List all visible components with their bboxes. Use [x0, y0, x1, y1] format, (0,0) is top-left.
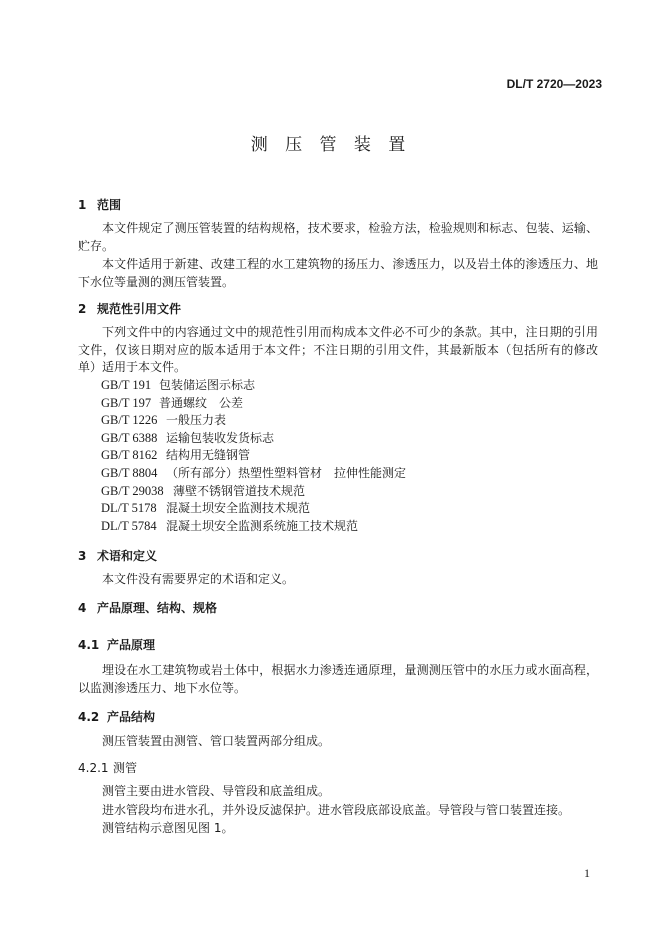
section-2-intro: [78, 324, 598, 377]
paragraph: 进水管段均布进水孔，并外设反滤保护。进水管段底部设底盖。导管段与管口装置连接。: [102, 802, 571, 817]
section-number: 4: [78, 601, 87, 615]
section-title: 术语和定义: [97, 549, 158, 563]
section-4-1-heading: [78, 636, 155, 653]
section-4-2-body: [78, 733, 598, 751]
section-number: 1: [78, 198, 87, 212]
reference-title: 结构用无缝钢管: [166, 448, 251, 463]
reference-title: 薄壁不锈钢管道技术规范: [173, 483, 306, 498]
reference-item: [101, 395, 406, 413]
section-title: 产品原理: [107, 638, 156, 652]
reference-code: GB/T 191: [101, 378, 152, 392]
section-3-heading: [78, 547, 157, 564]
paragraph: 本文件规定了测压管装置的结构规格，技术要求，检验方法，检验规则和标志、包装、运输、贮存。: [78, 221, 598, 253]
section-number: 3: [78, 549, 87, 563]
normative-references-list: [101, 377, 406, 535]
reference-code: GB/T 8162: [101, 448, 158, 463]
reference-item: [101, 518, 406, 536]
section-number: 2: [78, 302, 87, 316]
section-4-2-heading: [78, 708, 155, 725]
section-number: 4.2: [78, 710, 100, 724]
reference-code: DL/T 5784: [101, 518, 157, 533]
reference-code: GB/T 197: [101, 395, 152, 410]
section-title: 产品原理、结构、规格: [97, 601, 218, 615]
section-3-body: [78, 571, 598, 589]
paragraph: 测管主要由进水管段、导管段和底盖组成。: [102, 784, 331, 798]
reference-title: 运输包装收发货标志: [166, 430, 275, 445]
reference-code: GB/T 8804: [101, 465, 158, 480]
section-2-heading: [78, 300, 181, 317]
paragraph: 下列文件中的内容通过文中的规范性引用而构成本文件必不可少的条款。其中，注日期的引用文件，仅该日期对应的版本适用于本文件；不注日期的引用文件，其最新版本（包括所有的修改单）适用于本文件。: [78, 325, 598, 374]
section-number: 4.1: [78, 638, 100, 652]
reference-item: [101, 430, 406, 448]
reference-code: GB/T 6388: [101, 430, 158, 445]
section-1-heading: [78, 196, 121, 213]
paragraph: 本文件适用于新建、改建工程的水工建筑物的扬压力、渗透压力，以及岩土体的渗透压力、地下水位等量测的测压管装置。: [78, 257, 598, 289]
section-4-2-1-heading: [78, 759, 137, 776]
section-4-1-body: [78, 662, 598, 697]
reference-item: [101, 412, 406, 430]
reference-title: 混凝土坝安全监测系统施工技术规范: [166, 518, 359, 533]
section-title: 产品结构: [107, 710, 156, 724]
section-title: 范围: [97, 198, 122, 212]
reference-code: DL/T 5178: [101, 501, 157, 516]
paragraph: 埋设在水工建筑物或岩土体中，根据水力渗透连通原理，量测测压管中的水压力或水面高程，以监测渗透压力、地下水位等。: [78, 663, 598, 695]
reference-title: 一般压力表: [166, 413, 227, 428]
reference-title: （所有部分）热塑性塑料管材 拉伸性能测定: [166, 465, 407, 480]
reference-item: [101, 483, 406, 501]
reference-item: [101, 447, 406, 465]
paragraph: 测压管装置由测管、管口装置两部分组成。: [102, 734, 331, 748]
section-4-2-1-body: [78, 783, 598, 838]
section-1-body: [78, 220, 598, 291]
paragraph: 本文件没有需要界定的术语和定义。: [102, 572, 295, 586]
reference-item: [101, 500, 406, 518]
document-title: 测 压 管 装 置: [250, 135, 412, 155]
reference-title: 包装储运图示标志: [159, 378, 256, 392]
section-4-heading: [78, 599, 217, 616]
reference-title: 普通螺纹 公差: [159, 395, 244, 410]
reference-item: [101, 377, 406, 395]
reference-code: GB/T 1226: [101, 413, 158, 428]
reference-code: GB/T 29038: [101, 483, 164, 498]
section-title: 规范性引用文件: [97, 302, 182, 316]
page-number: 1: [584, 866, 590, 880]
section-number: 4.2.1: [78, 761, 109, 775]
section-title: 测管: [113, 761, 138, 775]
standard-number: DL/T 2720—2023: [506, 77, 602, 91]
reference-item: [101, 465, 406, 483]
reference-title: 混凝土坝安全监测技术规范: [166, 501, 311, 516]
paragraph: 测管结构示意图见图 1。: [102, 821, 234, 835]
